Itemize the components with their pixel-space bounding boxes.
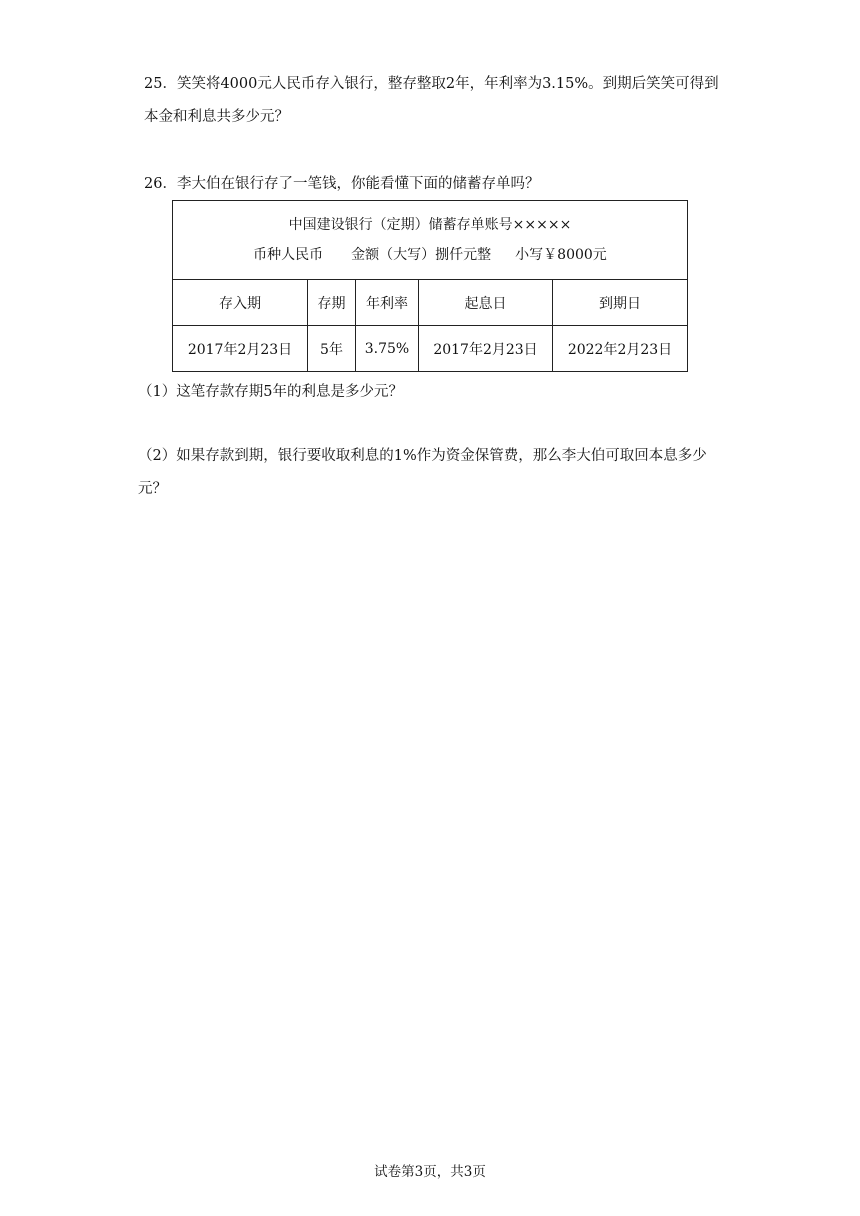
question-26-part-1: （1）这笔存款存期5年的利息是多少元？ bbox=[138, 384, 403, 400]
deposit-slip-column-headers bbox=[173, 280, 688, 326]
currency-label: 币种人民币 bbox=[253, 247, 324, 263]
value-maturity-date: 2022年2月23日 bbox=[553, 326, 688, 372]
page-footer: 试卷第3页，共3页 bbox=[374, 1164, 486, 1180]
amount-in-figures: 小写￥8000元 bbox=[515, 247, 607, 263]
value-deposit-date: 2017年2月23日 bbox=[173, 326, 308, 372]
column-header-maturity-date: 到期日 bbox=[553, 280, 688, 326]
deposit-slip-amount-line bbox=[173, 240, 687, 270]
deposit-slip-header bbox=[173, 201, 688, 280]
column-header-term: 存期 bbox=[308, 280, 356, 326]
value-annual-rate: 3.75% bbox=[356, 326, 419, 372]
question-26-part-2: （2）如果存款到期，银行要收取利息的1%作为资金保管费，那么李大伯可取回本息多少元？ bbox=[138, 448, 707, 497]
deposit-slip-title: 中国建设银行（定期）储蓄存单账号××××× bbox=[288, 217, 572, 233]
value-term: 5年 bbox=[308, 326, 356, 372]
amount-in-words: 金额（大写）捌仟元整 bbox=[351, 247, 492, 263]
column-header-interest-start-date: 起息日 bbox=[419, 280, 553, 326]
deposit-slip-values bbox=[173, 326, 688, 372]
column-header-annual-rate: 年利率 bbox=[356, 280, 419, 326]
value-interest-start-date: 2017年2月23日 bbox=[419, 326, 553, 372]
column-header-deposit-date: 存入期 bbox=[173, 280, 308, 326]
deposit-slip-table bbox=[172, 200, 688, 372]
question-25: 25．笑笑将4000元人民币存入银行，整存整取2年，年利率为3.15%。到期后笑笑可得到本金和利息共多少元？ bbox=[144, 76, 719, 125]
question-26: 26．李大伯在银行存了一笔钱，你能看懂下面的储蓄存单吗？ bbox=[144, 176, 540, 192]
